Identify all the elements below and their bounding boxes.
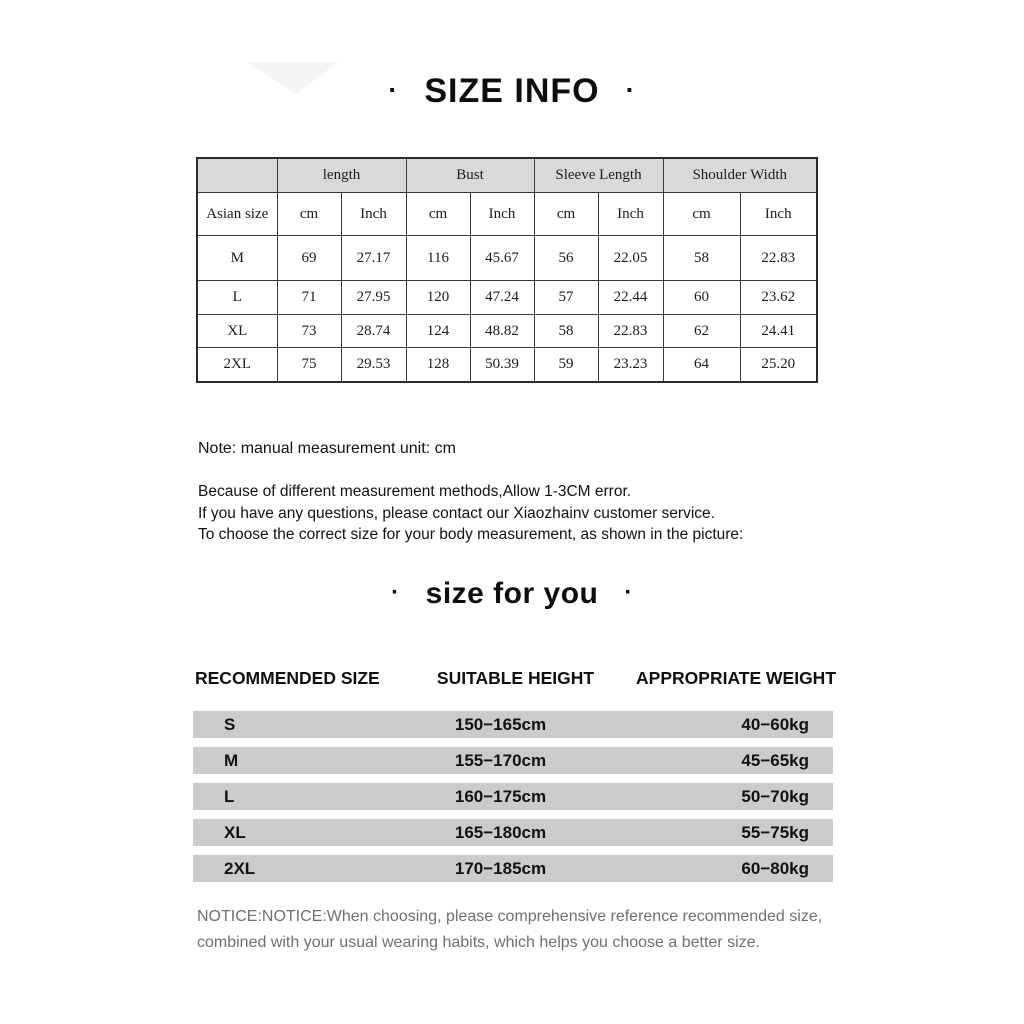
fit-weight-cell: 55−75kg (741, 822, 809, 842)
unit-header: Inch (470, 193, 534, 236)
fit-weight-cell: 50−70kg (741, 786, 809, 806)
group-header-sleeve-length: Sleeve Length (534, 158, 663, 193)
fit-table (193, 711, 833, 891)
fit-height-cell: 165−180cm (454, 822, 547, 842)
size-for-you-title-text: size for you (425, 577, 599, 610)
title-dot-left: · (388, 74, 399, 105)
recommended-size-header: RECOMMENDED SIZE (195, 668, 380, 688)
value-cell: 45.67 (470, 236, 534, 281)
unit-header: Inch (341, 193, 406, 236)
note-line: Because of different measurement methods,Allow 1-3CM error. (198, 483, 632, 500)
notice-line: NOTICE:NOTICE:When choosing, please comprehensive reference recommended size, (197, 908, 823, 925)
value-cell: 22.05 (598, 236, 663, 281)
value-cell: 120 (406, 281, 470, 315)
value-cell: 50.39 (470, 348, 534, 383)
value-cell: 23.62 (740, 281, 817, 315)
value-cell: 47.24 (470, 281, 534, 315)
appropriate-weight-header: APPROPRIATE WEIGHT (636, 668, 837, 688)
fit-table-row (193, 855, 833, 882)
corner-empty-cell (197, 158, 277, 193)
group-header-bust: Bust (406, 158, 534, 193)
value-cell: 29.53 (341, 348, 406, 383)
value-cell: 25.20 (740, 348, 817, 383)
fit-table-row (193, 747, 833, 774)
fit-size-cell: M (224, 750, 239, 770)
value-cell: 27.17 (341, 236, 406, 281)
unit-header: cm (534, 193, 598, 236)
value-cell: 62 (663, 315, 740, 348)
measurement-unit-note: Note: manual measurement unit: cm (198, 440, 456, 457)
unit-header: Inch (740, 193, 817, 236)
size-info-title (0, 72, 1024, 111)
size-for-you-title (0, 577, 1024, 611)
note-line: If you have any questions, please contact our Xiaozhainv customer service. (198, 504, 715, 522)
value-cell: 28.74 (341, 315, 406, 348)
value-cell: 24.41 (740, 315, 817, 348)
asian-size-label: Asian size (197, 193, 277, 236)
group-header-length: length (277, 158, 406, 193)
title-dot-right: · (624, 579, 633, 606)
unit-header: cm (277, 193, 341, 236)
note-line: To choose the correct size for your body measurement, as shown in the picture: (198, 526, 744, 543)
value-cell: 59 (534, 348, 598, 383)
measurement-notes (198, 481, 743, 546)
value-cell: 64 (663, 348, 740, 383)
title-dot-left: · (391, 579, 400, 606)
value-cell: 60 (663, 281, 740, 315)
value-cell: 22.44 (598, 281, 663, 315)
size-cell: XL (197, 315, 277, 348)
fit-table-row (193, 783, 833, 810)
size-cell: M (197, 236, 277, 281)
table-group-header-row (197, 158, 817, 193)
notice-text (197, 904, 837, 956)
value-cell: 128 (406, 348, 470, 383)
value-cell: 22.83 (740, 236, 817, 281)
value-cell: 57 (534, 281, 598, 315)
value-cell: 116 (406, 236, 470, 281)
size-cell: 2XL (197, 348, 277, 383)
value-cell: 23.23 (598, 348, 663, 383)
fit-table-row (193, 819, 833, 846)
unit-header: Inch (598, 193, 663, 236)
fit-height-cell: 150−165cm (454, 714, 547, 734)
notice-line: combined with your usual wearing habits, which helps you choose a better size. (197, 934, 760, 951)
fit-table-header-row (195, 668, 836, 689)
fit-height-cell: 160−175cm (454, 786, 547, 806)
value-cell: 71 (277, 281, 341, 315)
fit-size-cell: L (224, 786, 235, 806)
table-row (197, 348, 817, 383)
fit-weight-cell: 45−65kg (741, 750, 809, 770)
value-cell: 124 (406, 315, 470, 348)
value-cell: 27.95 (341, 281, 406, 315)
size-cell: L (197, 281, 277, 315)
value-cell: 48.82 (470, 315, 534, 348)
fit-height-cell: 155−170cm (454, 750, 547, 770)
table-unit-header-row (197, 193, 817, 236)
table-row (197, 315, 817, 348)
value-cell: 58 (663, 236, 740, 281)
table-row (197, 281, 817, 315)
value-cell: 58 (534, 315, 598, 348)
fit-table-row (193, 711, 833, 738)
value-cell: 22.83 (598, 315, 663, 348)
fit-size-cell: XL (224, 822, 246, 842)
group-header-shoulder-width: Shoulder Width (663, 158, 817, 193)
fit-height-cell: 170−185cm (454, 858, 547, 878)
fit-size-cell: 2XL (224, 858, 256, 878)
value-cell: 56 (534, 236, 598, 281)
unit-header: cm (663, 193, 740, 236)
unit-header: cm (406, 193, 470, 236)
size-info-title-text: SIZE INFO (424, 72, 600, 110)
fit-weight-cell: 40−60kg (741, 714, 809, 734)
value-cell: 73 (277, 315, 341, 348)
suitable-height-header: SUITABLE HEIGHT (436, 668, 595, 688)
size-measurement-table (196, 157, 818, 383)
value-cell: 75 (277, 348, 341, 383)
fit-size-cell: S (224, 714, 236, 734)
value-cell: 69 (277, 236, 341, 281)
title-dot-right: · (625, 74, 636, 105)
table-row (197, 236, 817, 281)
fit-weight-cell: 60−80kg (741, 858, 809, 878)
